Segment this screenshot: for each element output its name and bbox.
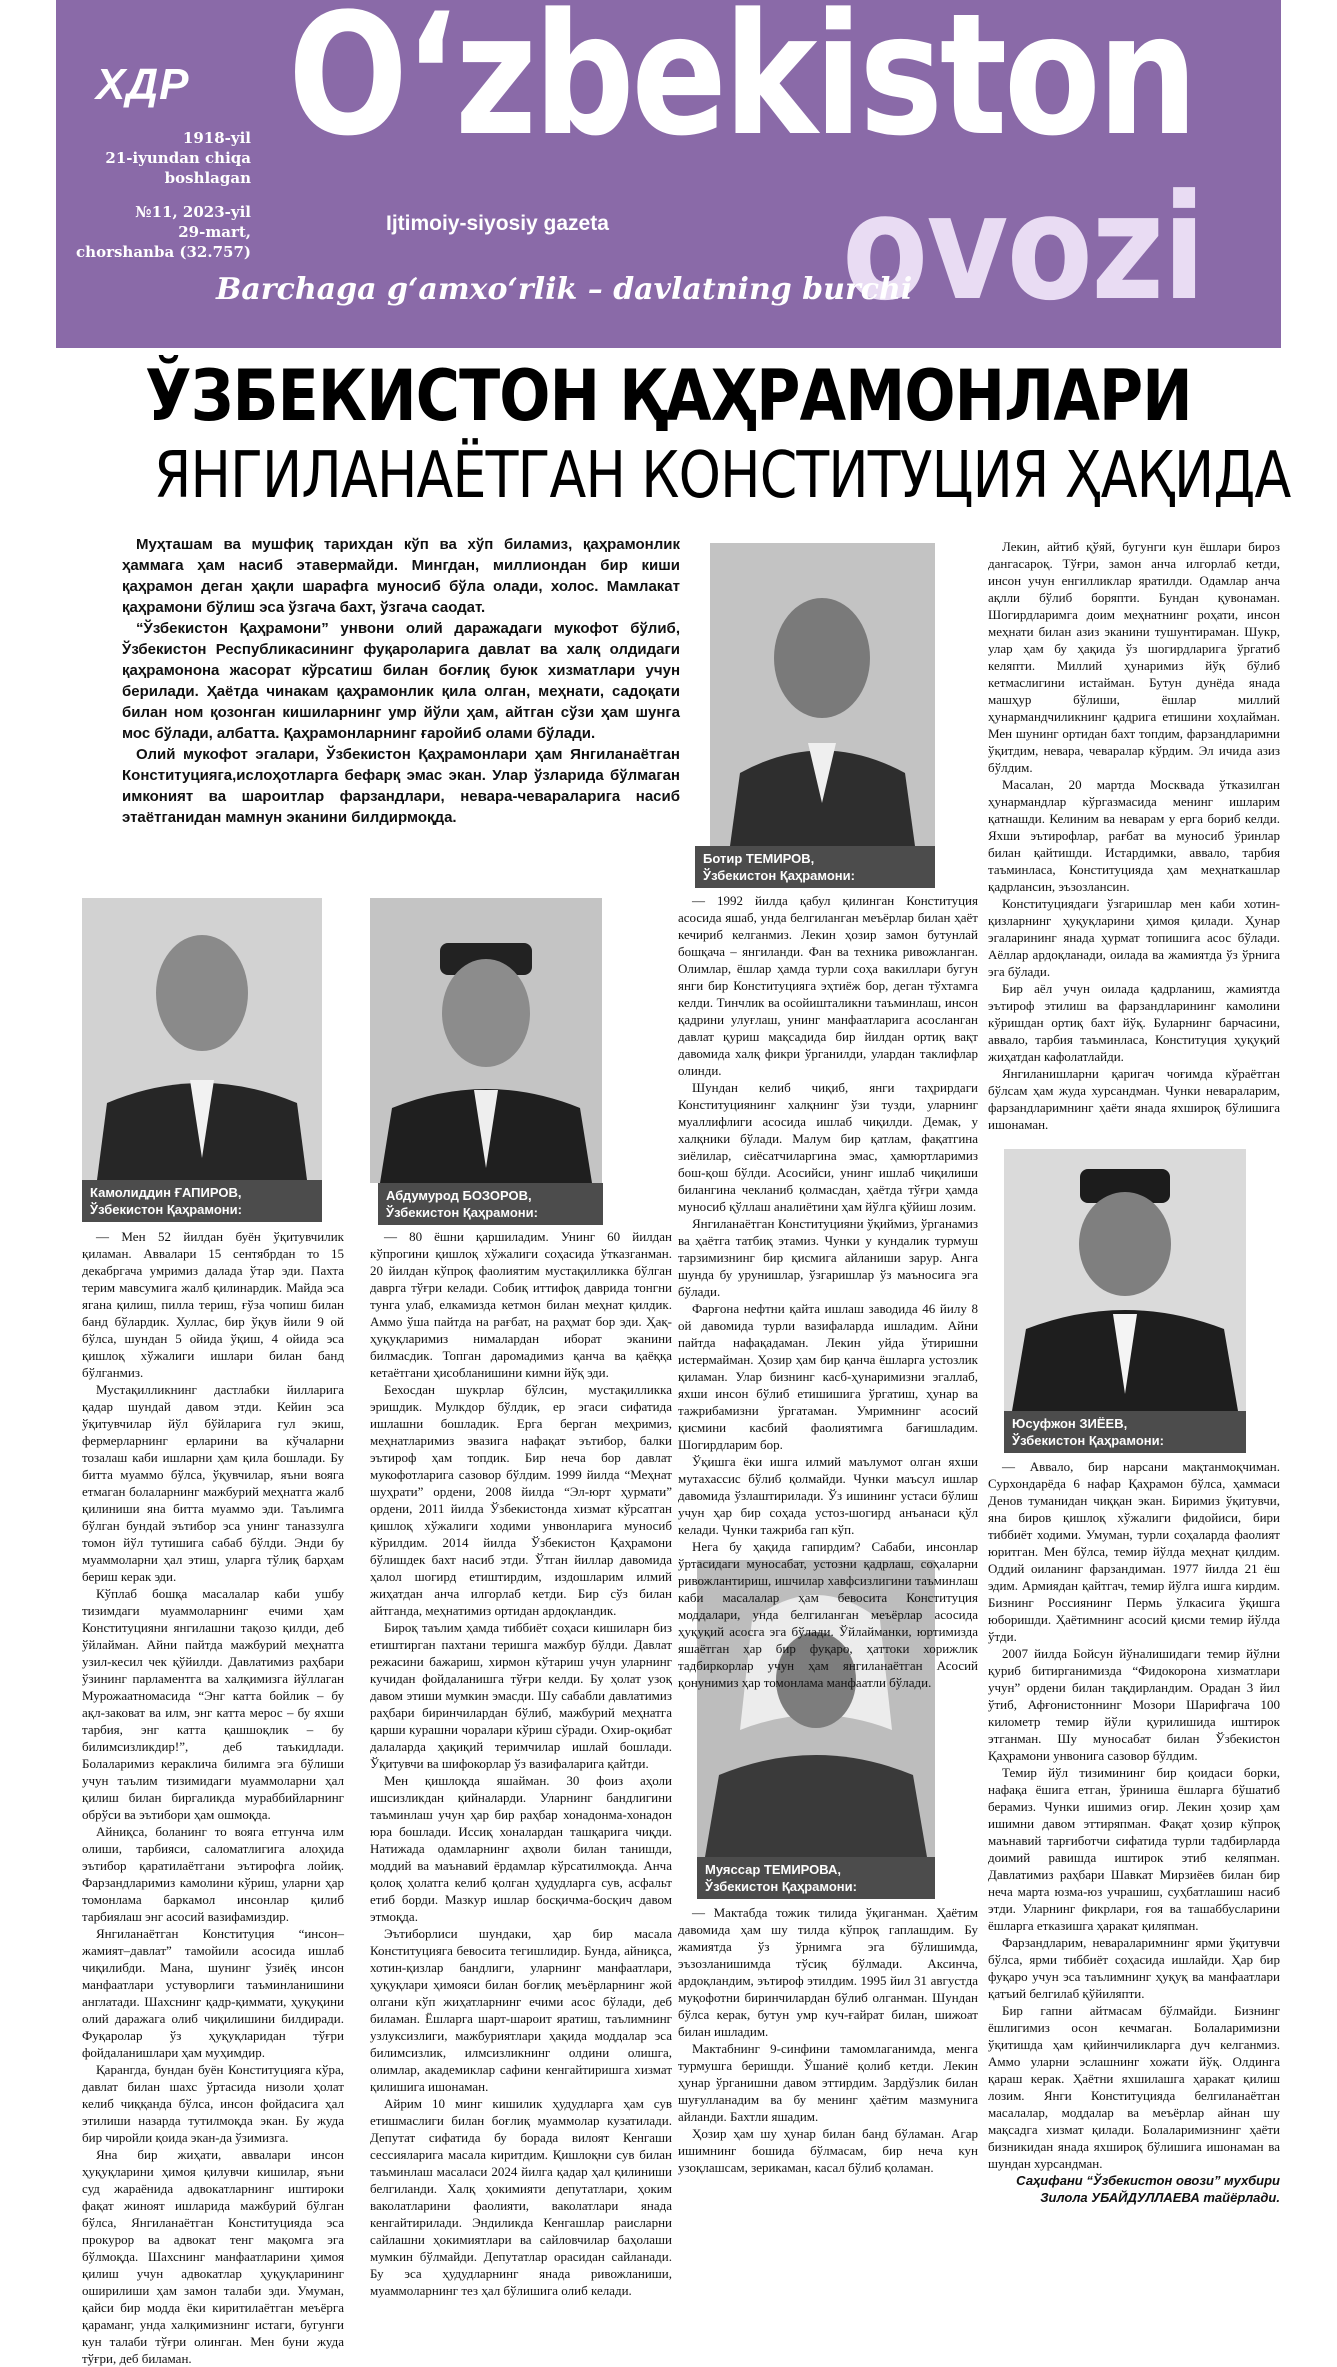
article-paragraph: — 1992 йилда қабул қилинган Конституция асосида яшаб, унда белгиланган меъёрлар билан ҳаёт кечириб келганмиз. Лекин ҳозир замон бутунлай бошқача – янгиланди. Фан ва техника ривожланган. Олимлар, ёшлар ҳамда турли соҳа вакиллари бугун янги бир Конституцияга эҳтиёж бор, деган тўхтамга келди. Тинчлик ва осойишталикни таъминлаш, инсон қадрини улуғлаш, унинг манфаатларига асосланган давлат қуриш мақсадида бир йилдан ортиқ вақт давомида халқ фикри ўрганилди, улардан таклифлар олинди.: [678, 893, 978, 1078]
lead-paragraph: Муҳташам ва мушфиқ тарихдан кўп ва хўп биламиз, қаҳрамонлик ҳаммага ҳам насиб этавермайди. Мингдан, миллиондан бир киши қаҳрамон деган ҳақли шарафга муносиб бўла олади, холос. Мамлакат қаҳрамони бўлиш эса ўзгача бахт, ўзгача саодат.: [122, 536, 680, 616]
article-paragraph: Янгиланаётган Конституция “инсон–жамият–давлат” тамойили асосида ишлаб чиқилибди. Мана, шунинг ўзиёқ инсон манфаатлари устуворлиги таъминланишини англатади. Шахснинг қадр-қиммати, ҳуқуқини олий даражага олиб чиқилишини билдиради. Фуқаролар ўз ҳуқуқларидан тўғри фойдаланишлари ҳам муҳимдир.: [82, 1926, 344, 2060]
photo-ziyoev: [1004, 1149, 1246, 1411]
caption-name: Камолиддин ҒАПИРОВ,: [90, 1185, 242, 1200]
credit-line-2: Зилола УБАЙДУЛЛАЕВА тайёрлади.: [1040, 2190, 1280, 2205]
caption-gapirov: [82, 1180, 322, 1222]
article-paragraph: Шундан келиб чиқиб, янги таҳрирдаги Конституциянинг халқнинг ўзи тузди, уларнинг муаллифлиги асосида ишлаб чиқилди. Демак, у халқники бўлади. Малум бир қатлам, фақатгина зиёлилар, сиёсатчиларгина эмас, ҳамюртларимиз бош-қош бўлди. Асосийси, унинг ишлаб чиқилиши билангина чекланиб қолмасдан, ҳаётда тўғри ҳамда муносиб қўллаш аналиётини ҳам йўлга қўйиш лозим.: [678, 1080, 978, 1214]
caption-name: Абдумурод БОЗОРОВ,: [386, 1188, 532, 1203]
article-paragraph: Лекин, айтиб қўяй, бугунги кун ёшлари бироз дангасароқ. Тўғри, замон анча илгорлаб кетди, инсон учун енгилликлар яратилди. Одамлар анча ақлли бўлиб боряпти. Бундан қувонаман. Шогирдларимга доим меҳнатнинг роҳати, инсон меҳнати билан азиз эканини тушунтираман. Шукр, улар ҳам бу ҳақида ўз шогирдларига ўргатиб келяпти. Миллий ҳунаримиз йўқ бўлиб кетмаслигини истайман. Бутун дунёда янада машҳур бўлиши, ёшлар миллий ҳунармандчиликнинг қадрига етишини хоҳлайман. Мен шунинг ортидан бахт топдим, фарзандларимни ўқитдим, невара, чеваралар кўрдим. Эл ичида азиз бўлдим.: [988, 539, 1280, 775]
article-paragraph: Мустақилликнинг дастлабки йилларига қадар шундай давом этди. Кейин эса ўқитувчилар йўл бўйларига гул экиш, фермерларнинг ерларини ва кўчаларни тозалаш каби ишларни ҳам қила бошлади. Бу битта муаммо бўлса, ўқувчилар, яъни вояга етмаган болаларнинг мажбурий меҳнатга жалб қилиниши яна битта муаммо эди. Таълимга бўлган бундай эътибор эса унинг таназзулга томон йўл тутишига сабаб бўлди. Энди бу муаммоларни ҳал этиш, уларга тўлиқ барҳам бериш керак эди.: [82, 1382, 344, 1584]
issue-info: [56, 128, 251, 262]
article-paragraph: Масалан, 20 мартда Москвада ўтказилган ҳунармандлар кўргазмасида менинг ишларим қатнашди. Келиним ва неварам у ерга бориб келди. Яхши эътирофлар, рағбат ва муносиб ўринлар билан қайтишди. Истардимки, аввало, тарбия таъминласа, Конституцияда ҳам меҳнаткашлар қадрлансин, эъзозлансин.: [988, 777, 1280, 894]
caption-title: Ўзбекистон Қаҳрамони:: [386, 1205, 538, 1220]
article-paragraph: Фарғона нефтни қайта ишлаш заводида 46 йилу 8 ой давомида турли вазифаларда ишладим. Айни пайтда нафақадаман. Лекин уйда ўтиришни истермайман. Ҳозир ҳам бир қанча ёшларга устозлик қиламан. Улар бизнинг касб-ҳунаримизни эгаллаб, яхши инсон бўлиб етишишига ўргатиш, ҳунар ва тажрибамизни ўргатаман. Умримнинг асосий қисмини касбий фаолиятимга бағишладим. Шогирдларим бор.: [678, 1301, 978, 1452]
article-paragraph: Мактабнинг 9-синфини тамомлаганимда, менга турмушга беришди. Ўшаниё қолиб кетди. Лекин ҳунар ўрганишни давом эттирдим. Зардўзлик билан шуғулланадим ва бу менинг ҳаётим мазмунига айланди. Бахтли яшадим.: [678, 2041, 978, 2124]
article-paragraph: — Аввало, бир нарсани мақтанмоқчиман. Сурхондарёда 6 нафар Қаҳрамон бўлса, ҳаммаси Денов туманидан чиққан экан. Биримиз ўқитувчи, яна биров қишлоқ хўжалиги фидойиси, бири тиббиёт ходими. Умуман, турли соҳаларда фаолият юритган. Мен бўлса, темир йўлда меҳнат қилдим. Оддий оиланинг фарзандиман. 1977 йилда 21 ёш эдим. Армиядан қайтгач, темир йўлга ишга кирдим. Бизнинг Россиянинг Пермь ўлкасига ўқишга юборишди. Ҳаётимнинг асосий қисми темир йўлда ўтди.: [988, 1459, 1280, 1644]
author-credit: [988, 2172, 1280, 2206]
newspaper-title: O‘zbekiston: [288, 0, 1195, 173]
main-headline: ЎЗБЕКИСТОН ҚАҲРАМОНЛАРИ: [145, 355, 1192, 437]
issue-line-1: №11, 2023-yil: [135, 203, 251, 221]
caption-title: Ўзбекистон Қаҳрамони:: [703, 868, 855, 883]
article-paragraph: Яна бир жиҳати, аввалари инсон ҳуқуқларини ҳимоя қилувчи кишилар, яъни суд жараёнида адвокатларнинг иштироки фақат жиноят ишларида мажбурий бўлган бўлса, Янгиланаётган Конституцияда эса прокурор ва адвокат тенг мақомга эга бўлмоқда. Шахснинг манфаатларини ҳимоя қилиш учун адвокатлар ҳуқуқларининг оширилиши ҳам замон талаби эди. Умуман, қайси бир модда ёки киритилаётган меъёрга қараманг, унда халқимизнинг истаги, бугунги кун талаби тўғри олинган. Мен буни жуда тўғри, деб биламан.: [82, 2147, 344, 2366]
article-paragraph: Фарзандларим, невараларимнинг ярми ўқитувчи бўлса, ярми тиббиёт соҳасида ишлайди. Ҳар бир фуқаро учун эса таълимнинг ҳуқуқ ва манфаатлари қатъий белгилаб қўйиляпти.: [988, 1935, 1280, 2001]
article-paragraph: Эътиборлиси шундаки, ҳар бир масала Конституцияга бевосита тегишлидир. Бунда, айниқса, хотин-қизлар бандлиги, уларнинг манфаатлари, ҳуқуқлари ҳимояси билан боғлиқ меъёрларнинг жой олгани кўп жиҳатларнинг ечими асос бўлади, деб биламан. Ёшларга шарт-шароит яратиш, таълимнинг узлуксизлиги, мажбуриятлари ҳақида моддалар эса билимсизлик, илмсизликнинг олдини олишга, олимлар, академиклар сафини кенгайтиришга хизмат қилишига ишонаман.: [370, 1926, 672, 2094]
sub-headline: ЯНГИЛАНАЁТГАН КОНСТИТУЦИЯ ҲАҚИДА: [154, 439, 1291, 513]
newspaper-subtitle: Ijtimoiy-siyosiy gazeta: [386, 212, 609, 235]
article-paragraph: Ҳозир ҳам шу ҳунар билан банд бўламан. Агар ишимнинг бошида бўлмасам, бир неча кун узоқлашсам, зерикаман, касал бўлиб қоламан.: [678, 2126, 978, 2175]
article-temirova: [678, 1904, 978, 2204]
article-gapirov: [82, 1228, 344, 2366]
article-paragraph: Кўплаб бошқа масалалар каби ушбу тизимдаги муаммоларнинг ечими ҳам Конституцияни янгилашни тақозо қилди, деб ўйлайман. Айни пайтда мажбурий меҳнатга узил-кесил чек қўйилди. Давлатимиз раҳбари ўзининг парламентга ва халқимизга йўллаган Мурожаатномасида “Энг катта бойлик – бу ақл-заковат ва илм, энг катта мерос – бу яхши тарбия, энг катта қашшоқлик – бу билимсизликдир!”, деб таъкидлади. Болаларимиз кераклича билимга эга бўлиши учун таълим тизимидаги муаммоларни ҳал қилиш билан биргаликда мураббийларнинг обрўси ва эътибори ҳам ошмоқда.: [82, 1586, 344, 1822]
caption-temirov: [695, 846, 935, 888]
issue-line-2: 29-mart,: [178, 223, 251, 241]
lead-text: [122, 534, 680, 886]
photo-bozorov: [370, 898, 602, 1183]
newspaper-slogan: Barchaga g‘amxo‘rlik – davlatning burchi: [216, 272, 913, 307]
article-paragraph: Айрим 10 минг кишилик ҳудудларга ҳам сув етишмаслиги билан боғлиқ муаммолар кузатилади. Депутат сифатида бу борада вилоят Кенгаши сессияларига масала киритдим. Қишлоқни сув билан таъминлаш масаласи 2024 йилга қадар ҳал қилиниши белгиланди. Халқ ҳокимияти депутатлари, ҳоким ваколатларини фаолияти, ваколатлари янада кенгайтирилади. Эндиликда Кенгашлар раисларни сайлашни ҳокимиятлари ва сайловчилар баҳолаши мумкин бўлмайди. Депутатлар орасидан сайланади. Бу эса ҳудудларнинг янада ривожланиши, муаммоларнинг тез ҳал бўлишига олиб келади.: [370, 2096, 672, 2298]
article-paragraph: Мен қишлоқда яшайман. 30 фоиз аҳоли ишсизликдан қийналарди. Уларнинг бандлигини таъминлаш учун ҳар бир раҳбар хонадонма-хонадон юра бошлади. Иссиқ хоналардан ташқарига чиқди. Натижада одамларнинг аҳволи билан танишди, моддий ва маънавий ёрдамлар кўрсатилмоқда. Анча қолоқ ҳолатга келиб қолган ҳудудларга сув, асфальт етиб борди. Мазкур ишлар босқичма-босқич давом этмоқда.: [370, 1773, 672, 1924]
article-paragraph: — 80 ёшни қаршиладим. Унинг 60 йилдан кўпрогини қишлоқ хўжалиги соҳасида ўтказганман. 20 йилдан кўпроқ фаолиятим мустақилликка бўлган даврга тўғри келади. Собиқ иттифоқ даврида тонгни тунга улаб, елкамизда кетмон билан меҳнат қилдик. Аммо ўша пайтда на рағбат, на раҳмат бор эди. Ҳақ-ҳуқуқларимиз нималардан иборат эканини билмасдик. Топган даромадимиз қанча ва қаёққа кетаётгани ҳисобланишини кимни йўқ эди.: [370, 1229, 672, 1380]
caption-title: Ўзбекистон Қаҳрамони:: [705, 1879, 857, 1894]
founded-line-3: boshlagan: [164, 169, 251, 187]
caption-title: Ўзбекистон Қаҳрамони:: [90, 1202, 242, 1217]
article-temirov: [678, 892, 978, 1690]
article-paragraph: Айниқса, боланинг то вояга етгунча илм олиши, тарбияси, саломатлигига алоҳида эътибор қаратилаётгани эътирофга лойиқ. Фарзандларимиз камолини кўриш, уларни ҳар томонлама баркамол инсонлар қилиб тарбиялаш энг асосий вазифамиздир.: [82, 1824, 344, 1924]
issue-line-3: chorshanba (32.757): [76, 243, 251, 261]
caption-name: Муяссар ТЕМИРОВА,: [705, 1862, 842, 1877]
founded-line-2: 21-iyundan chiqa: [105, 149, 251, 167]
article-paragraph: Янгиланаётган Конституцияни ўқиймиз, ўрганамиз ва ҳаётга татбиқ этамиз. Чунки у кундалик турмуш тарзимизнинг бир қисмига айланиши зарур. Анга шунда бу урунишлар, ўзгаришлар ўз маъносига эга бўлади.: [678, 1216, 978, 1299]
article-temirova-continued: [988, 538, 1280, 1138]
article-ziyoev: [988, 1458, 1280, 2171]
caption-bozorov: [378, 1183, 603, 1225]
article-bozorov: [370, 1228, 672, 2298]
caption-name: Юсуфжон ЗИЁЕВ,: [1012, 1416, 1128, 1431]
lead-paragraph: Олий мукофот эгалари, Ўзбекистон Қаҳрамонлари ҳам Янгиланаётган Конституцияга,ислоҳотларга бефарқ эмас экан. Улар ўзларида бўлмаган имконият ва шароитлар фарзандлари, невара-чевараларига насиб этаётганидан мамнун эканини билдирмоқда.: [122, 746, 680, 826]
article-paragraph: Ўқишга ёки ишга илмий маълумот олган яхши мутахассис бўлиб қолмайди. Чунки маъсул ишлар давомида ўзлаштирилади. Ўз ишининг устаси бўлиш учун ҳар бир соҳада устоз-шогирд анъанаси қўл келади. Чунки тажриба гап кўп.: [678, 1454, 978, 1537]
masthead: [56, 0, 1281, 348]
photo-temirov: [710, 543, 935, 846]
article-paragraph: Конституциядаги ўзгаришлар мен каби хотин-қизларнинг ҳуқуқларини ҳимоя қилади. Ҳунар эгаларининг янада ҳурмат топишига асос бўлади. Аёллар ардоқланади, оилада ва жамиятда ўз ўрнига эга бўлади.: [988, 896, 1280, 979]
article-paragraph: Темир йўл тизимининг бир қоидаси борки, нафақа ёшига етган, ўриниша ёшларга бўшатиб берамиз. Чунки ишимиз оғир. Лекин ҳозир ҳам ишимни давом эттиряпман. Фақат ҳозир кўпроқ маънавий тарғиботчи сифатида турли тадбирларда доимий равишда иштирок этиб келяпман. Давлатимиз раҳбари Шавкат Мирзиёев билан бир неча марта юзма-юз учрашиш, суҳбатлашиш насиб этди. Уларнинг фикрлари, ғоя ва ташаббусларини ёшларга етказишга ҳаракат қиляпман.: [988, 1765, 1280, 1933]
article-paragraph: Нега бу ҳақида гапирдим? Сабаби, инсонлар ўртасидаги муносабат, устозни қадрлаш, соҳаларни ривожлантириш, ишчилар хавфсизлигини таъминлаш каби масалалар ҳам бевосита Конституция моддалари, унда белгиланган меъёрлар асосида ҳуқуқий асосга эга бўлади. Ўйлайманки, юртимизда яшаётган ҳар бир фуқаро, ҳаттоки хорижлик тадбиркорлар учун ҳам янгиланаётган Асосий қонунимиз ҳар томонлама манфаатли бўлади.: [678, 1539, 978, 1690]
caption-ziyoev: [1004, 1411, 1246, 1453]
newspaper-title-2: ovozi: [842, 163, 1204, 333]
article-paragraph: 2007 йилда Бойсун йўналишидаги темир йўлни қуриб битирганимизда “Фидокорона хизматлари учун” ордени билан тақдирландим. Орадан 3 йил ўтиб, Афғонистоннинг Мозори Шарифгача 100 километр темир йўли қурилишида иштирок этганман. Шу муносабат билан Ўзбекистон Қаҳрамони унвонига сазовор бўлдим.: [988, 1646, 1280, 1763]
article-paragraph: — Мен 52 йилдан буён ўқитувчилик қиламан. Аввалари 15 сентябрдан то 15 декабргача умримиз далада ўтар эди. Пахта терим мавсумига жалб қилинардик. Майда эса ягана қилиш, пилла териш, ғўза чопиш билан банд бўлардик. Хуллас, бир ўқув йили 9 ой бўлса, шундан 5 ойида ўқиш, 4 ойида эса қишлоқ хўжалиги ишлари билан банд бўлганмиз.: [82, 1229, 344, 1380]
founded-line-1: 1918-yil: [182, 129, 251, 147]
article-paragraph: Бир аёл учун оилада қадрланиш, жамиятда эътироф этилиш ва фарзандларининг камолини кўришдан ортиқ бахт йўқ. Буларнинг барчасини, аввало, тарбия таъминласа, Конституция ҳуқуқий жиҳатдан кафолатлайди.: [988, 981, 1280, 1064]
credit-line-1: Саҳифани “Ўзбекистон овози” мухбири: [1016, 2173, 1280, 2188]
lead-paragraph: “Ўзбекистон Қаҳрамони” унвони олий даражадаги мукофот бўлиб, Ўзбекистон Республикасининг фуқароларига давлат ва халқ олдидаги қаҳрамонона жасорат кўрсатиш билан боғлиқ буюк хизматлари учун берилади. Ҳаётда чинакам қаҳрамонлик қила олган, меҳнати, садоқати билан ном қозонган кишиларнинг умр йўли ҳам, айтган сўзи ҳам шунга мос бўлади, албатта. Қаҳрамонларнинг ғаройиб олами бўлади.: [122, 620, 680, 742]
caption-title: Ўзбекистон Қаҳрамони:: [1012, 1433, 1164, 1448]
article-paragraph: — Мактабда тожик тилида ўқиганман. Ҳаётим давомида ҳам шу тилда кўпроқ гаплашдим. Бу жамиятда ўз ўрнимга эга бўлишимда, эъзозланишимда тўсиқ бўлмади. Аксинча, ардоқландим, эътироф этилдим. 1995 йил 31 августда муқофотни биринчилардан бўлиб олганман. Шундан бўлса керак, бутун умр куч-ғайрат билан, шижоат билан ишладим.: [678, 1905, 978, 2039]
caption-temirova: [697, 1857, 935, 1899]
article-paragraph: Қарангда, бундан буён Конституцияга кўра, давлат билан шахс ўртасида низоли ҳолат келиб чиққанда бўлса, инсон фойдасига ҳал этилиши назарда тутилмоқда экан. Бу жуда бир чиройли қоида экан-да ўзимизга.: [82, 2062, 344, 2145]
party-logo: ХДР: [96, 60, 190, 109]
article-paragraph: Бехосдан шукрлар бўлсин, мустақилликка эришдик. Мулкдор бўлдик, ер эгаси сифатида ишлашни бошладик. Ерга берган меҳримиз, меҳнатларимиз эвазига нафақат эътибор, балки эътироф ҳам топдик. Бир неча бор давлат мукофотларига сазовор бўлдим. 1999 йилда “Меҳнат шуҳрати” ордени, 2008 йилда “Эл-юрт ҳурмати” ордени, 2011 йилда Ўзбекистонда хизмат кўрсатган қишлоқ хўжалиги ходими унвонларига муносиб кўрилдим. 2014 йилда Ўзбекистон Қаҳрамони бўлишдек бахт насиб этди. Ўтган йиллар давомида ҳалол шогирд етиштирдим, издошларим илмий жиҳатдан анча илгорлаб кетди. Бир сўз билан айтганда, меҳнатимиз ортидан ардоқландик.: [370, 1382, 672, 1618]
article-paragraph: Янгиланишларни қаригач чоғимда кўраётган бўлсам ҳам жуда хурсандман. Чунки невараларим, фарзандларимнинг ҳаёти янада яхшироқ бўлишига ишонаман.: [988, 1066, 1280, 1132]
article-paragraph: Бироқ таълим ҳамда тиббиёт соҳаси кишиларн биз етиштирган пахтани теришга мажбур бўлди. Давлат режасини бажариш, хирмон кўтариш учун уларнинг кучидан фойдаланишга тўғри келди. Бу ҳолат узоқ давом этиши мумкин эмасди. Шу сабабли давлатимиз раҳбари биринчилардан бўлиб, мажбурий меҳнатга қарши курашни чоралари кўриш сўради. Охир-оқибат далаларда ҳақиқий теримчилар ишлай бошлади. Ўқитувчи ва шифокорлар ўз вазифаларига қайтди.: [370, 1620, 672, 1771]
caption-name: Ботир ТЕМИРОВ,: [703, 851, 815, 866]
article-paragraph: Бир гапни айтмасам бўлмайди. Бизнинг ёшлигимиз осон кечмаган. Болаларимизни ўқитишда ҳам қийинчиликларга дуч келганмиз. Аммо уларни эслашнинг хожати йўқ. Олдинга қараш керак. Ҳаётни яхшилашга ҳаракат қилиш лозим. Янги Конституцияда белгиланаётган масалалар, моддалар ва меъёрлар айнан шу мақсадга хизмат қилади. Болаларимизнинг ҳаёти бизникидан янада яхшироқ бўлишига ишонаман ва шундан хурсандман.: [988, 2003, 1280, 2171]
photo-gapirov: [82, 898, 322, 1180]
